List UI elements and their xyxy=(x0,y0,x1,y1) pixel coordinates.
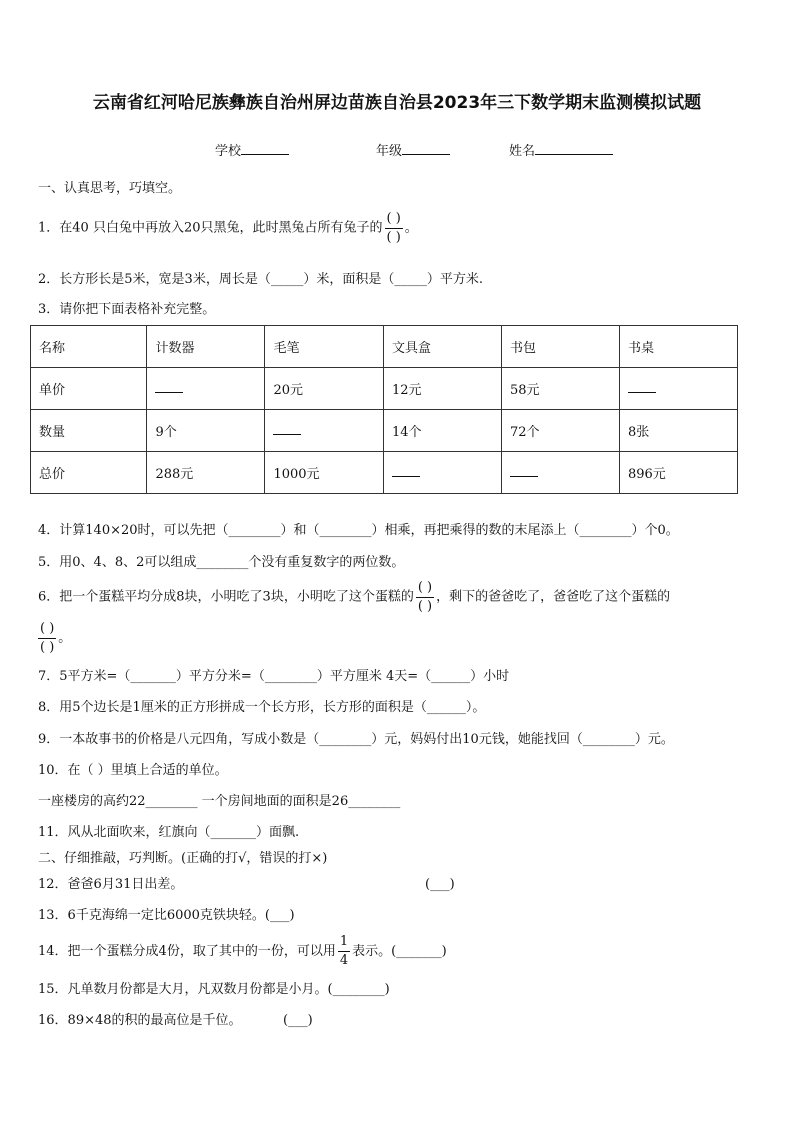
table-cell: 1000元 xyxy=(265,452,384,494)
table-cell: 毛笔 xyxy=(265,326,384,368)
question-10: 10．在（ ）里填上合适的单位。 xyxy=(38,763,228,778)
table-cell: 计数器 xyxy=(147,326,265,368)
grade-blank[interactable] xyxy=(402,140,450,155)
table-cell: 12元 xyxy=(383,368,501,410)
q1-tail: 。 xyxy=(404,220,418,236)
question-3: 3．请你把下面表格补充完整。 xyxy=(38,302,216,317)
table-cell: 58元 xyxy=(501,368,619,410)
table-blank-cell[interactable] xyxy=(265,410,384,452)
table-row xyxy=(31,410,738,452)
question-1 xyxy=(38,210,418,247)
table-cell: 文具盒 xyxy=(383,326,501,368)
table-cell: 896元 xyxy=(619,452,737,494)
question-16: 16．89×48的积的最高位是千位。 xyxy=(38,1013,242,1028)
q6-numerator-1[interactable]: ( ) xyxy=(416,579,434,598)
question-12: 12．爸爸6月31日出差。 xyxy=(38,877,184,892)
section-2-heading: 二、仔细推敲，巧判断。(正确的打√，错误的打×) xyxy=(38,851,328,866)
question-13: 13．6千克海绵一定比6000克铁块轻。(___) xyxy=(38,908,295,923)
table-cell: 9个 xyxy=(147,410,265,452)
q6-fraction-2[interactable] xyxy=(38,620,56,657)
question-15: 15．凡单数月份都是大月，凡双数月份都是小月。(________) xyxy=(38,982,390,997)
q6-mid: ，剩下的爸爸吃了，爸爸吃了这个蛋糕的 xyxy=(436,589,671,605)
q14-fraction xyxy=(338,933,350,970)
name-blank[interactable] xyxy=(535,140,613,155)
table-blank-cell[interactable] xyxy=(147,368,265,410)
question-6 xyxy=(38,579,670,616)
question-11: 11．风从北面吹来，红旗向（_______）面飘. xyxy=(38,825,300,840)
q1-fraction[interactable] xyxy=(385,210,403,247)
table-row xyxy=(31,368,738,410)
table-row xyxy=(31,326,738,368)
table-cell: 8张 xyxy=(619,410,737,452)
q14-tail: 表示。(_______) xyxy=(352,944,447,959)
table-cell: 总价 xyxy=(31,452,147,494)
q16-answer-blank[interactable]: (___) xyxy=(283,1013,313,1028)
question-8: 8．用5个边长是1厘米的正方形拼成一个长方形，长方形的面积是（______）。 xyxy=(38,700,486,715)
q6-denominator-2[interactable]: ( ) xyxy=(40,640,55,655)
question-10-items: 一座楼房的高约22________ 一个房间地面的面积是26________ xyxy=(38,794,401,809)
table-blank-cell[interactable] xyxy=(501,452,619,494)
q12-answer-blank[interactable]: (___) xyxy=(425,877,455,892)
q1-numerator[interactable]: ( ) xyxy=(385,210,403,229)
table-blank-cell[interactable] xyxy=(619,368,737,410)
grade-field xyxy=(376,140,450,158)
table-row xyxy=(31,452,738,494)
price-table xyxy=(30,325,738,494)
table-blank-cell[interactable] xyxy=(383,452,501,494)
answer-blank[interactable] xyxy=(628,380,656,393)
answer-blank[interactable] xyxy=(273,422,301,435)
q14-numerator: 1 xyxy=(338,933,350,952)
grade-label: 年级 xyxy=(376,144,403,159)
section-1-heading: 一、认真思考，巧填空。 xyxy=(38,181,182,196)
table-cell: 72个 xyxy=(501,410,619,452)
table-cell: 20元 xyxy=(265,368,384,410)
q1-text: 1．在40 只白兔中再放入20只黑兔，此时黑兔占所有兔子的 xyxy=(38,220,383,236)
question-6-cont xyxy=(38,620,71,657)
question-14 xyxy=(38,933,447,970)
q14-denominator: 4 xyxy=(339,953,349,968)
q6-numerator-2[interactable]: ( ) xyxy=(38,620,56,639)
q6-fraction-1[interactable] xyxy=(416,579,434,616)
school-blank[interactable] xyxy=(241,140,289,155)
q14-text: 14．把一个蛋糕分成4份，取了其中的一份，可以用 xyxy=(38,944,336,959)
name-label: 姓名 xyxy=(509,144,536,159)
q6-denominator-1[interactable]: ( ) xyxy=(417,599,433,614)
question-5: 5．用0、4、8、2可以组成________个没有重复数字的两位数。 xyxy=(38,555,405,570)
question-4: 4．计算140×20时，可以先把（________）和（________）相乘，再把乘得的数的末尾添上（________）个0。 xyxy=(38,523,679,538)
page-title: 云南省红河哈尼族彝族自治州屏边苗族自治县2023年三下数学期末监测模拟试题 xyxy=(92,93,702,113)
q1-denominator[interactable]: ( ) xyxy=(386,230,401,245)
table-cell: 书包 xyxy=(501,326,619,368)
answer-blank[interactable] xyxy=(392,464,420,477)
table-cell: 书桌 xyxy=(619,326,737,368)
question-7: 7．5平方米=（_______）平方分米=（________）平方厘米 4天=（______）小时 xyxy=(38,669,510,684)
q6-tail: 。 xyxy=(58,630,72,646)
name-field xyxy=(509,140,613,158)
answer-blank[interactable] xyxy=(155,380,183,393)
question-2: 2．长方形长是5米，宽是3米，周长是（_____）米，面积是（_____）平方米. xyxy=(38,272,483,287)
school-field xyxy=(215,140,289,158)
table-cell: 288元 xyxy=(147,452,265,494)
answer-blank[interactable] xyxy=(510,464,538,477)
table-cell: 14个 xyxy=(383,410,501,452)
table-cell: 数量 xyxy=(31,410,147,452)
table-cell: 名称 xyxy=(31,326,147,368)
school-label: 学校 xyxy=(215,144,242,159)
q6-text: 6．把一个蛋糕平均分成8块，小明吃了3块，小明吃了这个蛋糕的 xyxy=(38,589,414,605)
question-9: 9．一本故事书的价格是八元四角，写成小数是（________）元，妈妈付出10元钱，她能找回（________）元。 xyxy=(38,732,674,747)
table-cell: 单价 xyxy=(31,368,147,410)
